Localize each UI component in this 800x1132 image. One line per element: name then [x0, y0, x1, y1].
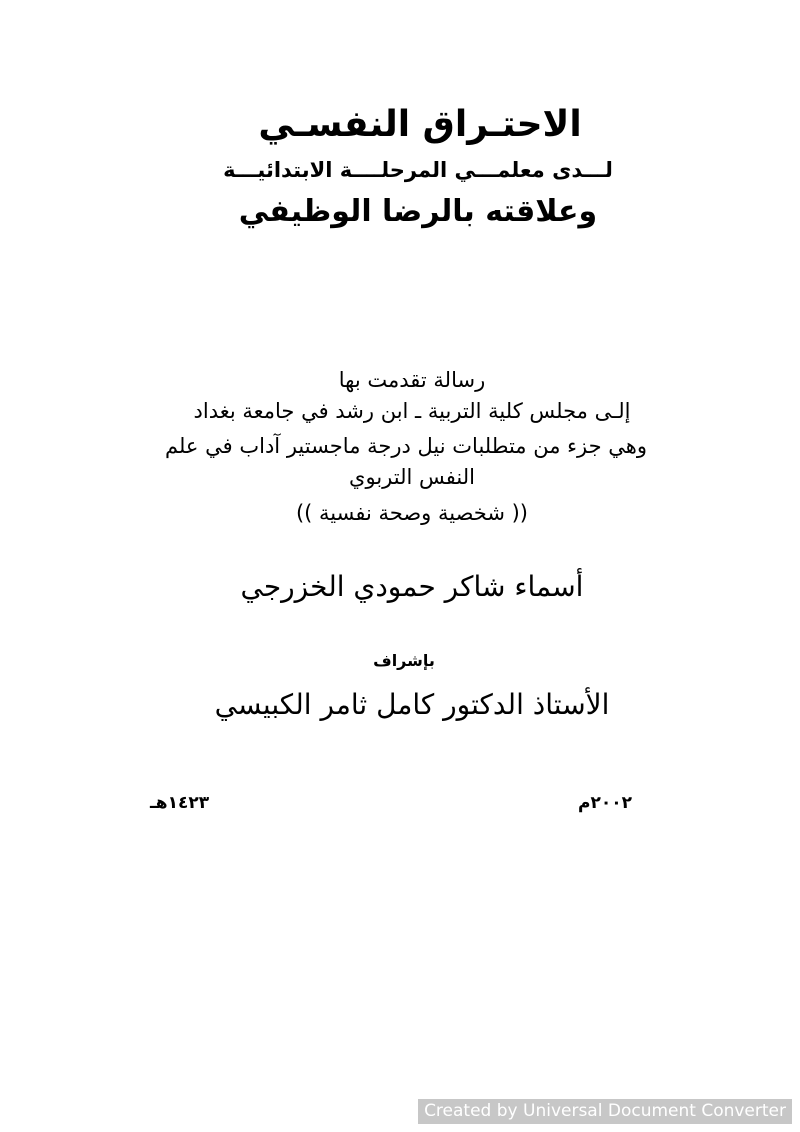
- statement-line-2: إلـى مجلس كلية التربية ـ ابن رشد في جامعة بغداد: [193, 399, 631, 423]
- supervision-label: بإشراف: [373, 651, 435, 670]
- date-hijri: ١٤٢٣هـ: [150, 793, 210, 813]
- thesis-subtitle-relation: وعلاقته بالرضا الوظيفي: [238, 194, 598, 229]
- statement-line-1: رسالة تقدمت بها: [338, 368, 486, 392]
- statement-line-3: وهي جزء من متطلبات نيل درجة ماجستير آداب في علم: [165, 434, 647, 458]
- date-gregorian: ٢٠٠٢م: [578, 793, 632, 813]
- statement-line-5: (( شخصية وصحة نفسية )): [295, 501, 528, 525]
- author-name: أسماء شاكر حمودي الخزرجي: [240, 570, 584, 603]
- supervisor-name: الأستاذ الدكتور كامل ثامر الكبيسي: [214, 688, 610, 721]
- thesis-subtitle: لـــدى معلمـــي المرحلــــة الابتدائيـــة: [223, 158, 613, 182]
- converter-watermark: Created by Universal Document Converter: [418, 1099, 792, 1124]
- thesis-title: الاحتـراق النفسـي: [258, 104, 582, 145]
- statement-line-4: النفس التربوي: [349, 465, 475, 489]
